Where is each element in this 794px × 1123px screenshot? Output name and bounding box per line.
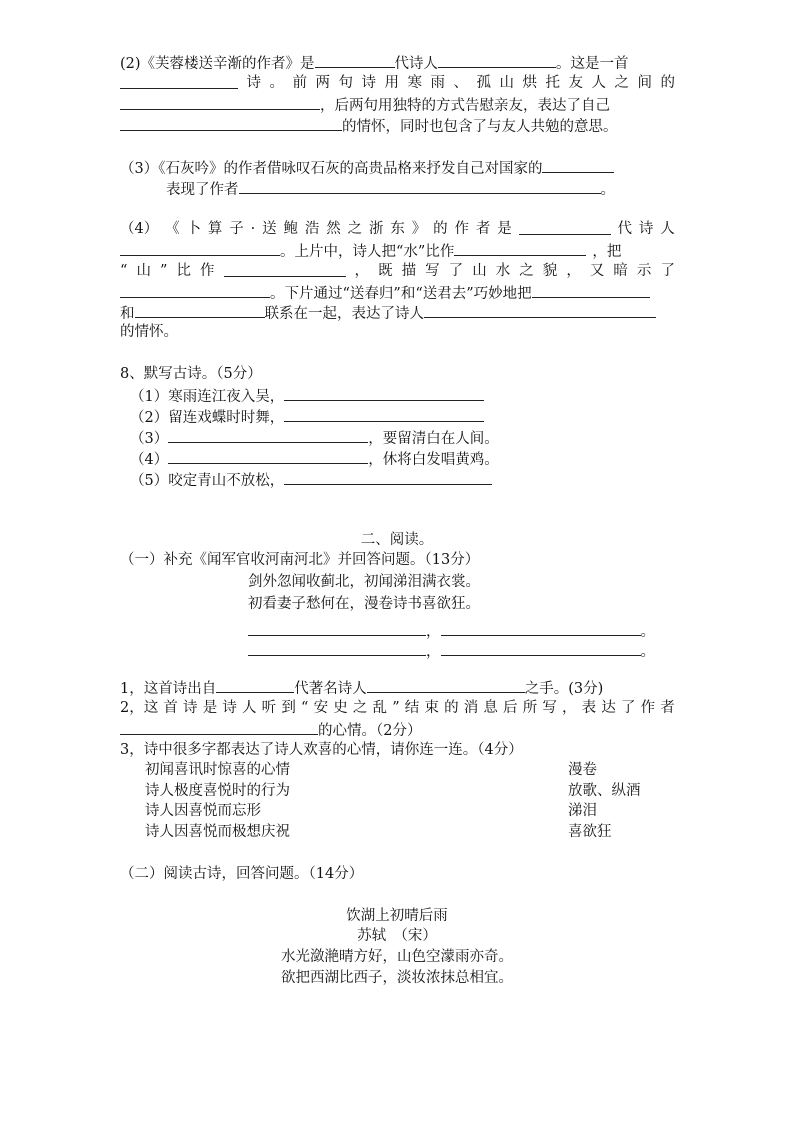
q8-line3	[130, 427, 685, 447]
char: 了	[660, 263, 675, 279]
char: “	[120, 263, 128, 279]
char: 是	[497, 221, 512, 237]
period: 。	[640, 624, 655, 640]
char: 《	[165, 221, 180, 237]
char: 之	[352, 700, 368, 716]
match-left-item[interactable]: 诗人极度喜悦时的行为	[145, 783, 290, 799]
char: 间	[637, 75, 652, 91]
char: 寒	[407, 75, 422, 91]
char: 》	[411, 221, 427, 237]
poem-title: 饮湖上初晴后雨	[346, 908, 448, 924]
char: 诗	[246, 75, 261, 91]
section-heading: 二、阅读。	[360, 532, 434, 548]
q3-text-a: （3）《石灰吟》的作者借咏叹石灰的高贵品格来抒发自己对国家的	[120, 161, 543, 177]
char: 句	[338, 75, 353, 91]
blank[interactable]	[239, 178, 601, 194]
char: 雨	[430, 75, 445, 91]
char: 的	[660, 75, 675, 91]
reading-q2-line1	[120, 698, 675, 718]
q8-line5	[130, 469, 685, 489]
char: 后	[503, 700, 518, 716]
char: 两	[315, 75, 330, 91]
char: 表	[581, 700, 597, 716]
char: 烘	[522, 75, 537, 91]
char: ，	[566, 263, 581, 279]
match-right-item[interactable]: 涕泪	[568, 803, 597, 819]
blank[interactable]	[248, 620, 426, 636]
q8-text: （1）寒雨连江夜入吴，	[130, 389, 285, 405]
reading-q3: 3，诗中很多字都表达了诗人欢喜的心情，请你连一连。（4分）	[120, 742, 523, 758]
char: 结	[404, 700, 420, 716]
q4-line1	[120, 219, 675, 239]
blank[interactable]	[424, 302, 656, 318]
q8-text: ，要留清白在人间。	[368, 431, 499, 447]
char: 托	[545, 75, 560, 91]
char: 之	[519, 263, 534, 279]
blank[interactable]	[315, 52, 395, 68]
char: 诗	[638, 221, 654, 237]
blank[interactable]	[224, 261, 346, 277]
char: 比	[176, 263, 191, 279]
blank[interactable]	[284, 385, 484, 401]
blank[interactable]	[441, 620, 641, 636]
char: 的	[433, 221, 448, 237]
char: 到	[281, 700, 296, 716]
char: 者	[475, 221, 491, 237]
q4-text-c: 。上片中，诗人把“水”比作	[280, 244, 455, 260]
char: 用	[384, 75, 399, 91]
char: （4）	[120, 221, 159, 237]
q2-line4	[120, 115, 675, 135]
char: 人	[660, 221, 675, 237]
q3-text-b: 表现了作者	[166, 182, 239, 198]
period: 。	[640, 644, 655, 660]
char: ·	[250, 221, 256, 237]
char: 诗	[222, 700, 237, 716]
q2-line1	[120, 52, 675, 72]
q8-text: （4）	[130, 452, 169, 468]
char: 浩	[304, 221, 320, 237]
blank[interactable]	[367, 677, 525, 693]
q-text: 1，这首诗出自	[120, 681, 217, 697]
blank[interactable]	[284, 469, 492, 485]
blank[interactable]	[284, 406, 484, 422]
poem-author: 苏轼 （宋）	[357, 928, 437, 944]
comma: ，	[426, 644, 441, 660]
char: 写	[542, 700, 557, 716]
q4-text-j: 的情怀。	[120, 324, 178, 340]
q8-title: 8、默写古诗。（5分）	[120, 366, 262, 382]
match-left-item[interactable]: 诗人因喜悦而忘形	[145, 803, 261, 819]
char: 诗	[183, 700, 198, 716]
q4-line5	[120, 302, 675, 322]
blank[interactable]	[438, 52, 556, 68]
q2-text-b: 代诗人	[394, 56, 439, 72]
q8-line1	[130, 385, 685, 405]
blank[interactable]	[120, 240, 280, 256]
reading-part2-intro: （二）阅读古诗，回答问题。（14分）	[120, 866, 364, 882]
q2-text-f: 的情怀，同时也包含了与友人共勉的意思。	[342, 119, 618, 135]
char: 了	[620, 700, 636, 716]
blank[interactable]	[120, 719, 318, 735]
char: ”	[392, 700, 400, 716]
char: 。	[269, 75, 284, 91]
char: 是	[202, 700, 218, 716]
poem-fill-line	[248, 640, 655, 662]
char: 作	[640, 700, 656, 716]
char: 息	[483, 700, 498, 716]
char: 、	[453, 75, 468, 91]
match-right-item[interactable]: 漫卷	[568, 762, 597, 778]
blank[interactable]	[168, 427, 368, 443]
reading-q1	[120, 677, 675, 697]
q8-text: （5）咬定青山不放松，	[130, 473, 285, 489]
char: 送	[262, 221, 277, 237]
char: ”	[159, 263, 168, 279]
char: 山	[136, 263, 151, 279]
q4-line4	[120, 282, 675, 302]
q2-text-e: ，后两句用独特的方式告慰亲友，表达了自己	[320, 98, 610, 114]
reading-part1-intro: （一）补充《闻军官收河南河北》并回答问题。（13分）	[120, 552, 480, 568]
char: 子	[229, 221, 244, 237]
char: 首	[163, 700, 178, 716]
char: 貌	[542, 263, 558, 279]
blank[interactable]	[120, 115, 342, 131]
char: 束	[424, 700, 439, 716]
char: 东	[390, 221, 405, 237]
char: 了	[448, 263, 464, 279]
char: 史	[333, 700, 348, 716]
q8-text: ，休将白发唱黄鸡。	[368, 452, 499, 468]
char: ，	[354, 263, 370, 279]
comma: ，	[426, 624, 441, 640]
q4-text-d: ，把	[592, 244, 622, 260]
char: 既	[378, 263, 393, 279]
char: 山	[472, 263, 487, 279]
q-text: 的心情。（2分）	[318, 723, 422, 739]
char: 写	[425, 263, 440, 279]
q3-line2	[166, 178, 675, 198]
char: ，	[562, 700, 577, 716]
q4-line2	[120, 240, 675, 260]
char: 之	[347, 221, 363, 237]
char: 示	[636, 263, 652, 279]
char: 描	[401, 263, 417, 279]
char: 诗	[361, 75, 376, 91]
char: 暗	[613, 263, 628, 279]
blank[interactable]	[542, 157, 614, 173]
q8-line2	[130, 406, 685, 426]
char: 然	[326, 221, 341, 237]
char: 算	[207, 221, 223, 237]
blank[interactable]	[441, 640, 641, 656]
char: 作	[199, 263, 215, 279]
char: 乱	[372, 700, 388, 716]
blank[interactable]	[120, 282, 270, 298]
q2-line2	[120, 73, 675, 93]
char: 人	[242, 700, 257, 716]
char: 所	[522, 700, 538, 716]
poem-fill-line	[248, 620, 655, 642]
char: 作	[454, 221, 469, 237]
char: 安	[313, 700, 329, 716]
q3-line1	[120, 157, 675, 177]
match-right-item[interactable]: 放歌、纵酒	[568, 783, 641, 799]
blank[interactable]	[532, 282, 650, 298]
char: 鲍	[283, 221, 298, 237]
blank[interactable]	[519, 219, 611, 235]
q8-text: （2）留连戏蝶时时舞，	[130, 410, 285, 426]
q4-text-g: 。下片通过“送春归”和“送君去”巧妙地把	[270, 286, 532, 302]
char: 孤	[476, 75, 491, 91]
char: 听	[261, 700, 277, 716]
poem-line: 欲把西湖比西子，淡妆浓抹总相宜。	[281, 970, 513, 986]
char: 达	[601, 700, 616, 716]
q-text: 之手。(3分)	[524, 681, 604, 697]
match-right-item[interactable]: 喜欲狂	[568, 824, 612, 840]
blank[interactable]	[168, 448, 368, 464]
blank[interactable]	[216, 677, 294, 693]
blank[interactable]	[120, 73, 238, 89]
char: 浙	[368, 221, 384, 237]
poem-line: 水光潋滟晴方好，山色空濛雨亦奇。	[281, 949, 513, 965]
q4-text-h: 和	[120, 306, 135, 322]
char: 前	[292, 75, 307, 91]
char: 又	[589, 263, 605, 279]
q3-text-c: 。	[600, 182, 615, 198]
q2-text-a: (2)《芙蓉楼送辛渐的作者》是	[120, 56, 315, 72]
char: 者	[660, 700, 675, 716]
char: 2，这	[120, 700, 159, 716]
char: 消	[463, 700, 479, 716]
blank[interactable]	[248, 640, 426, 656]
q4-line3	[120, 261, 675, 281]
char: 之	[614, 75, 629, 91]
blank[interactable]	[454, 240, 586, 256]
q8-line4	[130, 448, 685, 468]
q8-text: （3）	[130, 431, 169, 447]
char: “	[300, 700, 309, 716]
char: 代	[617, 221, 632, 237]
q4-text-i: 联系在一起，表达了诗人	[264, 306, 424, 322]
reading-q2-line2	[120, 719, 675, 739]
blank[interactable]	[120, 94, 320, 110]
match-left-item[interactable]: 诗人因喜悦而极想庆祝	[145, 824, 290, 840]
char: 卜	[186, 221, 201, 237]
poem-line: 剑外忽闻收蓟北，初闻涕泪满衣裳。	[248, 574, 480, 590]
blank[interactable]	[135, 302, 265, 318]
q4-line6	[120, 322, 675, 342]
char: 的	[444, 700, 459, 716]
char: 山	[499, 75, 514, 91]
q2-line3	[120, 94, 675, 114]
char: 人	[591, 75, 606, 91]
char: 友	[568, 75, 583, 91]
q-text: 代著名诗人	[294, 681, 367, 697]
q2-text-c: 。这是一首	[556, 56, 629, 72]
match-left-item[interactable]: 初闻喜讯时惊喜的心情	[145, 762, 290, 778]
char: 水	[495, 263, 511, 279]
poem-line: 初看妻子愁何在，漫卷诗书喜欲狂。	[248, 596, 480, 612]
